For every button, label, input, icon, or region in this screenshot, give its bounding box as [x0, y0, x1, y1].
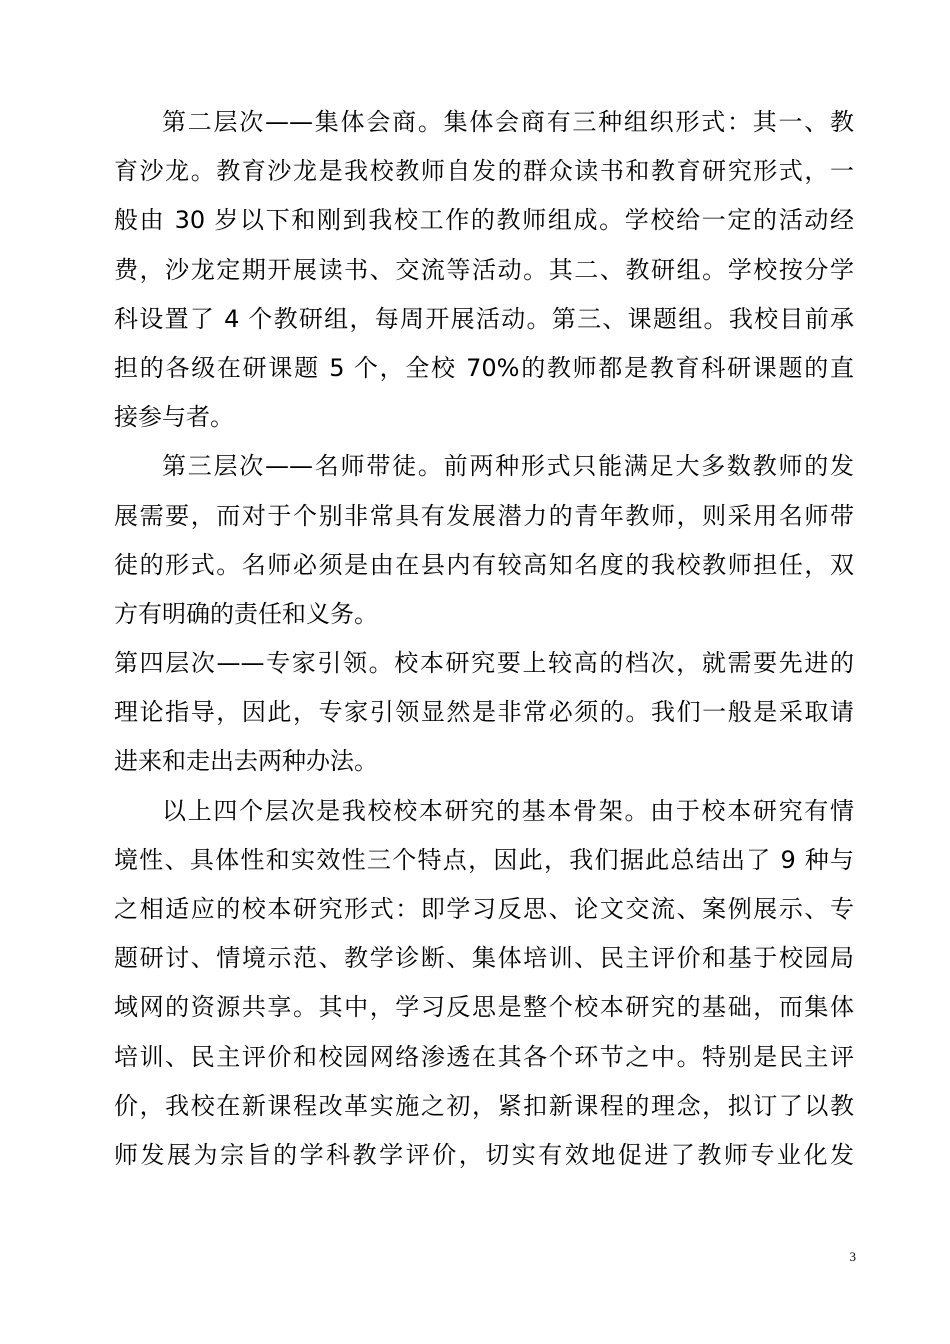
paragraph-line: 师发展为宗旨的学科教学评价，切实有效地促进了教师专业化发 — [114, 1140, 854, 1169]
paragraph-line: 担的各级在研课题 5 个，全校 70%的教师都是教育科研课题的直 — [114, 353, 854, 382]
paragraph-line: 第四层次——专家引领。校本研究要上较高的档次，就需要先进的 — [114, 649, 854, 678]
paragraph-line: 域网的资源共享。其中，学习反思是整个校本研究的基础，而集体 — [114, 993, 854, 1022]
paragraph-line: 科设置了 4 个教研组，每周开展活动。第三、课题组。我校目前承 — [114, 304, 854, 333]
paragraph-line: 境性、具体性和实效性三个特点，因此，我们据此总结出了 9 种与 — [114, 845, 854, 874]
paragraph-line: 第三层次——名师带徒。前两种形式只能满足大多数教师的发 — [162, 452, 854, 481]
paragraph-line: 展需要，而对于个别非常具有发展潜力的青年教师，则采用名师带 — [114, 501, 854, 530]
page-number: 3 — [849, 1249, 856, 1264]
paragraph-line: 接参与者。 — [114, 403, 234, 432]
document-body — [114, 98, 854, 1180]
paragraph-line: 般由 30 岁以下和刚到我校工作的教师组成。学校给一定的活动经 — [114, 206, 854, 235]
paragraph-line: 价，我校在新课程改革实施之初，紧扣新课程的理念，拟订了以教 — [114, 1091, 854, 1120]
paragraph-line: 培训、民主评价和校园网络渗透在其各个环节之中。特别是民主评 — [114, 1042, 854, 1071]
paragraph-line: 方有明确的责任和义务。 — [114, 599, 378, 628]
paragraph-line: 以上四个层次是我校校本研究的基本骨架。由于校本研究有情 — [162, 796, 854, 825]
paragraph-line: 之相适应的校本研究形式：即学习反思、论文交流、案例展示、专 — [114, 895, 854, 923]
paragraph-line: 费，沙龙定期开展读书、交流等活动。其二、教研组。学校按分学 — [114, 255, 854, 284]
paragraph-line: 第二层次——集体会商。集体会商有三种组织形式：其一、教 — [162, 108, 854, 136]
paragraph-line: 进来和走出去两种办法。 — [114, 747, 378, 776]
paragraph-line: 育沙龙。教育沙龙是我校教师自发的群众读书和教育研究形式，一 — [114, 157, 854, 186]
paragraph-line: 徒的形式。名师必须是由在县内有较高知名度的我校教师担任，双 — [114, 550, 854, 579]
paragraph-line: 题研讨、情境示范、教学诊断、集体培训、民主评价和基于校园局 — [114, 944, 854, 973]
paragraph-line: 理论指导，因此，专家引领显然是非常必须的。我们一般是采取请 — [114, 698, 854, 727]
